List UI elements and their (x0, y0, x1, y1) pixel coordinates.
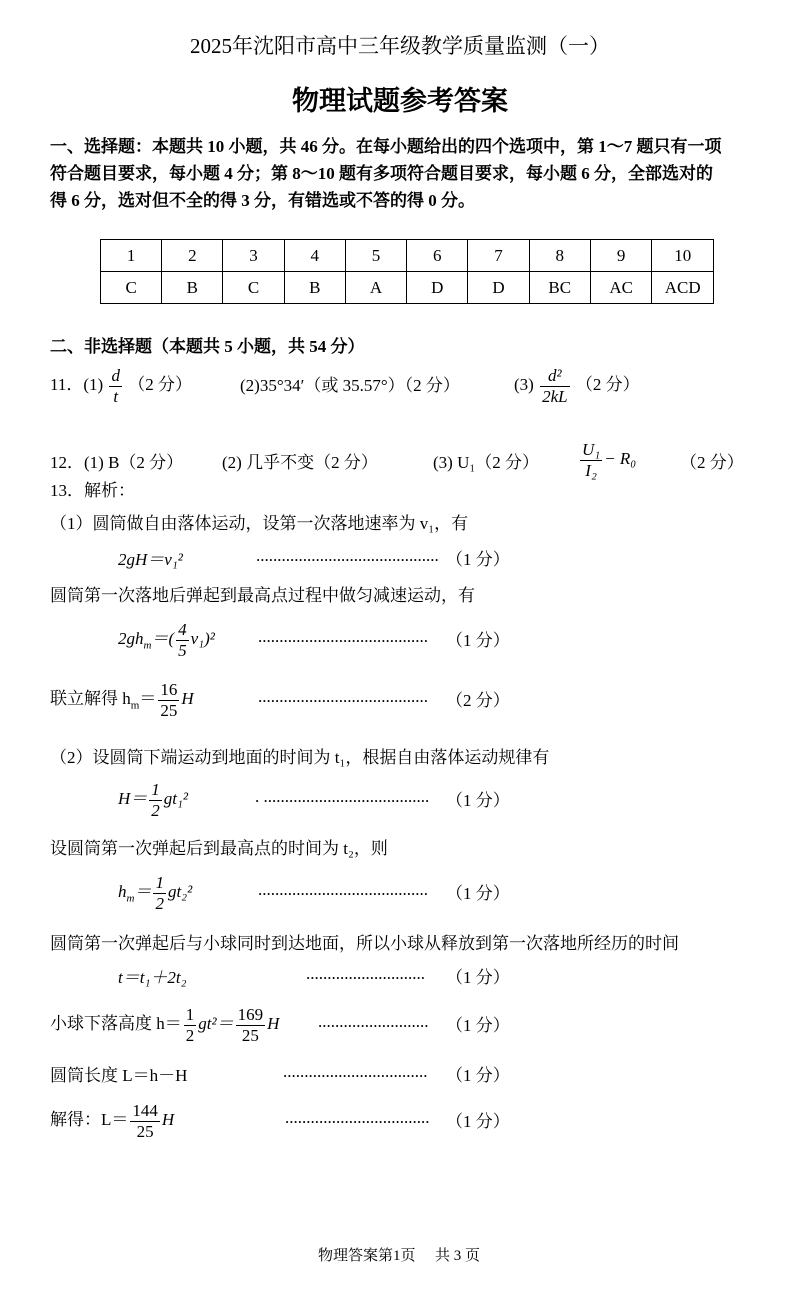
q12-part1: 12．(1) B（2 分） (50, 453, 184, 472)
score: （1 分） (446, 884, 510, 903)
dots: . ....................................... (255, 787, 430, 806)
question-number-cell: 8 (529, 240, 590, 272)
fraction: $\frac{\text{U₁}}{\text{I₂}}$ (582, 440, 601, 480)
question-number-cell: 1 (101, 240, 162, 272)
question-number-cell: 9 (590, 240, 651, 272)
text-line: （1）圆筒做自由落体运动，设第一次落地速率为 v₁，有 (50, 514, 469, 533)
formula: 2gH＝v₁² (118, 550, 183, 569)
answer-cell: ACD (652, 272, 714, 304)
dots: ........................................ (258, 627, 428, 646)
score: （1 分） (446, 1016, 510, 1035)
dots: ........................................... (256, 546, 439, 565)
footer-total: 共 3 页 (435, 1248, 481, 1264)
answer-cell: AC (590, 272, 651, 304)
dots: .......................... (318, 1012, 429, 1031)
section2-heading: 二、非选择题（本题共 5 小题，共 54 分） (50, 337, 365, 356)
footer-page: 物理答案第1页 (318, 1248, 416, 1264)
dots: ............................ (306, 964, 425, 983)
question-number-cell: 2 (162, 240, 223, 272)
answer-cell: C (101, 272, 162, 304)
answer-cell: B (162, 272, 223, 304)
fraction: $\frac{d}{t}$ (111, 366, 120, 406)
answer-cell: A (345, 272, 406, 304)
score: （1 分） (446, 550, 510, 569)
question-number-row (101, 240, 714, 272)
dots: ........................................ (258, 880, 428, 899)
section1-line: 得 6 分，选对但不全的得 3 分，有错选或不答的得 0 分。 (50, 191, 475, 210)
answer-cell: B (284, 272, 345, 304)
document-subtitle: 物理试题参考答案 (292, 86, 508, 116)
text-line: 设圆筒第一次弹起后到最高点的时间为 t₂，则 (50, 839, 388, 858)
score: （1 分） (446, 631, 510, 650)
score: （2 分） (446, 691, 510, 710)
q11-part3: (3) $\frac{\text{d²}}{2kL}$ （2 分） (514, 366, 640, 406)
document-title: 2025年沈阳市高中三年级教学质量监测（一） (190, 34, 610, 58)
text-line: 圆筒第一次落地后弹起到最高点过程中做匀减速运动，有 (50, 586, 475, 605)
score: （1 分） (446, 968, 510, 987)
question-number-cell: 5 (345, 240, 406, 272)
text-line: （2）设圆筒下端运动到地面的时间为 t₁，根据自由落体运动规律有 (50, 748, 550, 767)
score: （1 分） (446, 1066, 510, 1085)
question-number-cell: 10 (652, 240, 714, 272)
formula-line: 小球下落高度 h＝ $\frac{1}{2}$ gt²＝ $\frac{169}{25}$ H (50, 1005, 280, 1045)
dots: .................................. (283, 1062, 428, 1081)
q13-label: 13．解析： (50, 481, 135, 500)
formula: H＝ $\frac{1}{2}$ gt₁² (118, 780, 189, 820)
formula: t＝t₁＋2t₂ (118, 968, 187, 987)
q12-part2: (2) 几乎不变（2 分） (222, 453, 378, 472)
dots: ........................................ (258, 687, 428, 706)
score: （2 分） (128, 374, 192, 394)
answer-table (100, 239, 714, 304)
answer-cell: BC (529, 272, 590, 304)
question-number-cell: 7 (468, 240, 529, 272)
text-line: 圆筒长度 L＝h－H (50, 1066, 188, 1085)
question-number-cell: 3 (223, 240, 284, 272)
section1-line: 符合题目要求，每小题 4 分；第 8～10 题有多项符合题目要求，每小题 6 分，全部选对的 (50, 164, 713, 183)
fraction: $\frac{\text{d²}}{2kL}$ (542, 366, 568, 406)
answer-cell: D (468, 272, 529, 304)
formula-line: 联立解得 $h_m=$ $\frac{16}{25}$ H (50, 680, 194, 720)
formula-line: 解得：L＝ $\frac{144}{25}$ H (50, 1101, 175, 1141)
q11-part2: (2)35°34′（或 35.57°）（2 分） (240, 376, 460, 395)
question-number-cell: 6 (407, 240, 468, 272)
question-number-cell: 4 (284, 240, 345, 272)
q12-part4: $\frac{\text{U₁}}{\text{I₂}}$ − R₀ (582, 440, 637, 480)
answer-row (101, 272, 714, 304)
text-line: 圆筒第一次弹起后与小球同时到达地面，所以小球从释放到第一次落地所经历的时间 (50, 934, 679, 953)
formula: $2gh_m=$( $\frac{4}{5}$ v₁)² (118, 620, 215, 660)
answer-cell: C (223, 272, 284, 304)
q12-part3: (3) U₁（2 分） (433, 453, 540, 472)
score: （1 分） (446, 1112, 510, 1131)
answer-cell: D (407, 272, 468, 304)
score: （1 分） (446, 791, 510, 810)
dots: .................................. (285, 1108, 430, 1127)
q11-line (50, 366, 192, 406)
section1-line: 一、选择题：本题共 10 小题，共 46 分。在每小题给出的四个选项中，第 1～7 题只有一项 (50, 137, 722, 156)
q11-label: 11．(1) (50, 374, 104, 394)
formula: $h_m=$ $\frac{1}{2}$ gt₂² (118, 873, 193, 913)
score: （2 分） (680, 453, 744, 472)
